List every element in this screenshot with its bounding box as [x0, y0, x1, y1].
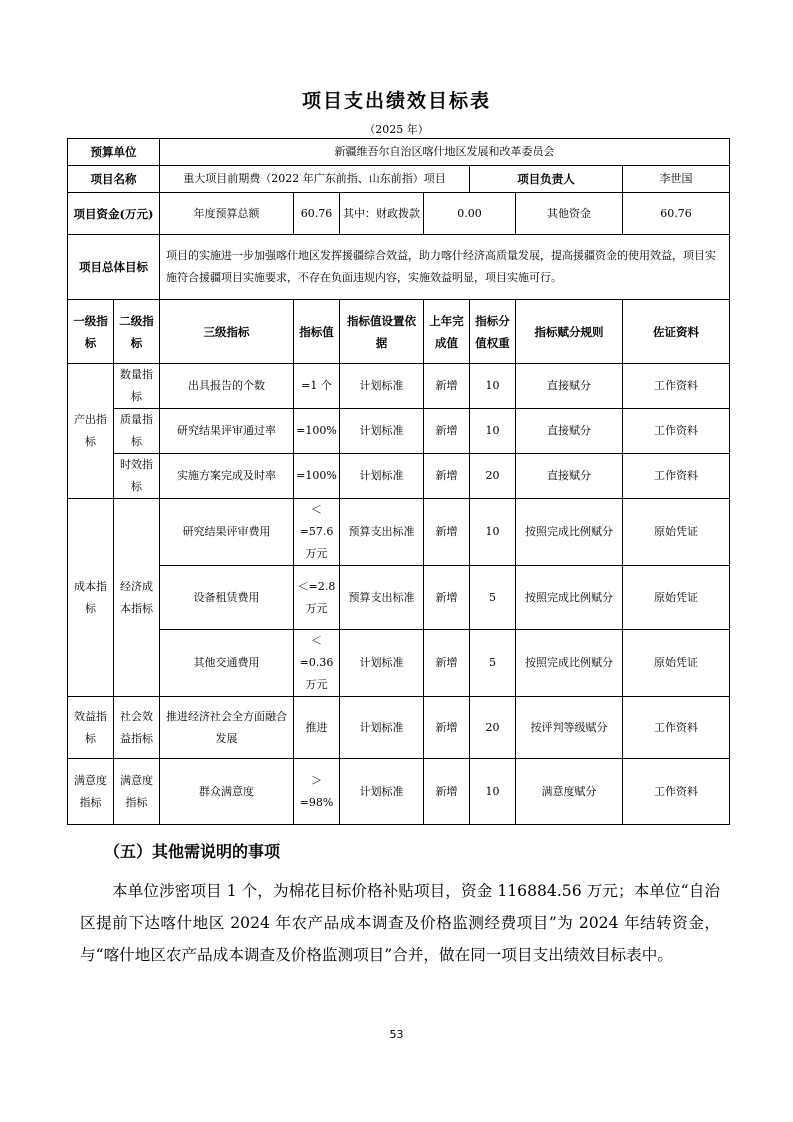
overall-goal-label: 项目总体目标 [68, 235, 160, 300]
prev-cell: 新增 [424, 697, 470, 759]
table-row [68, 454, 730, 499]
level3-cell: 研究结果评审费用 [160, 499, 294, 566]
table-title: 项目支出绩效目标表 [301, 90, 491, 112]
annual-budget-label: 年度预算总额 [160, 193, 294, 235]
weight-cell: 10 [470, 499, 516, 566]
other-funds-value: 60.76 [623, 193, 730, 235]
rule-cell: 按评判等级赋分 [516, 697, 623, 759]
funds-label: 项目资金(万元) [68, 193, 160, 235]
fiscal-label: 其中：财政拨款 [340, 193, 424, 235]
table-row [68, 697, 730, 759]
level2-cell: 数量指标 [114, 364, 160, 409]
header-cell: 佐证资料 [623, 300, 730, 364]
project-name-row [68, 166, 730, 193]
page-number: 53 [389, 1028, 404, 1041]
evidence-cell: 原始凭证 [623, 499, 730, 566]
level3-cell: 设备租赁费用 [160, 566, 294, 630]
evidence-cell: 工作资料 [623, 454, 730, 499]
basis-cell: 计划标准 [340, 697, 424, 759]
header-cell: 指标赋分规则 [516, 300, 623, 364]
rule-cell: 满意度赋分 [516, 759, 623, 825]
prev-cell: 新增 [424, 364, 470, 409]
overall-goal-row [68, 235, 730, 300]
evidence-cell: 工作资料 [623, 759, 730, 825]
header-cell: 指标分值权重 [470, 300, 516, 364]
header-cell: 指标值设置依据 [340, 300, 424, 364]
funds-row [68, 193, 730, 235]
budget-unit-row [68, 139, 730, 166]
prev-cell: 新增 [424, 409, 470, 454]
group-output: 产出指标 [68, 364, 114, 499]
evidence-cell: 原始凭证 [623, 566, 730, 630]
weight-cell: 20 [470, 454, 516, 499]
header-cell: 一级指标 [68, 300, 114, 364]
rule-cell: 直接赋分 [516, 364, 623, 409]
prev-cell: 新增 [424, 566, 470, 630]
weight-cell: 10 [470, 364, 516, 409]
rule-cell: 直接赋分 [516, 454, 623, 499]
rule-cell: 按照完成比例赋分 [516, 630, 623, 697]
level2-cell: 质量指标 [114, 409, 160, 454]
project-name-value: 重大项目前期费（2022 年广东前指、山东前指）项目 [160, 166, 470, 193]
basis-cell: 计划标准 [340, 454, 424, 499]
rule-cell: 按照完成比例赋分 [516, 566, 623, 630]
evidence-cell: 原始凭证 [623, 630, 730, 697]
project-leader-value: 李世国 [623, 166, 730, 193]
header-cell: 指标值 [294, 300, 340, 364]
group-cost: 成本指标 [68, 499, 114, 697]
level3-cell: 推进经济社会全方面融合发展 [160, 697, 294, 759]
header-cell: 二级指标 [114, 300, 160, 364]
level3-cell: 其他交通费用 [160, 630, 294, 697]
basis-cell: 计划标准 [340, 409, 424, 454]
table-row [68, 499, 730, 566]
overall-goal-value: 项目的实施进一步加强喀什地区发挥援疆综合效益，助力喀什经济高质量发展，提高援疆资金的使用效益，项目实施符合援疆项目实施要求，不存在负面违规内容，实施效益明显，项目实施可行。 [160, 235, 730, 300]
annual-budget-value: 60.76 [294, 193, 340, 235]
table-row [68, 759, 730, 825]
weight-cell: 5 [470, 630, 516, 697]
weight-cell: 10 [470, 759, 516, 825]
budget-unit-label: 预算单位 [68, 139, 160, 166]
header-cell: 上年完成值 [424, 300, 470, 364]
fiscal-value: 0.00 [424, 193, 516, 235]
value-cell: 推进 [294, 697, 340, 759]
weight-cell: 10 [470, 409, 516, 454]
group-benefit: 效益指标 [68, 697, 114, 759]
other-funds-label: 其他资金 [516, 193, 623, 235]
prev-cell: 新增 [424, 759, 470, 825]
project-leader-label: 项目负责人 [470, 166, 623, 193]
prev-cell: 新增 [424, 454, 470, 499]
evidence-cell: 工作资料 [623, 697, 730, 759]
rule-cell: 按照完成比例赋分 [516, 499, 623, 566]
value-cell: ＞=98% [294, 759, 340, 825]
table-row [68, 409, 730, 454]
header-cell: 三级指标 [160, 300, 294, 364]
level2-cell: 时效指标 [114, 454, 160, 499]
basis-cell: 预算支出标准 [340, 499, 424, 566]
project-name-label: 项目名称 [68, 166, 160, 193]
group-satisfaction: 满意度指标 [68, 759, 114, 825]
header-row [68, 300, 730, 364]
table-row [68, 566, 730, 630]
table-row [68, 364, 730, 409]
level2-cell: 社会效益指标 [114, 697, 160, 759]
value-cell: =100% [294, 409, 340, 454]
value-cell: =1 个 [294, 364, 340, 409]
level3-cell: 研究结果评审通过率 [160, 409, 294, 454]
table-row [68, 630, 730, 697]
prev-cell: 新增 [424, 630, 470, 697]
level2-cell: 经济成本指标 [114, 499, 160, 697]
section-heading: （五）其他需说明的事项 [104, 842, 281, 861]
value-cell: =100% [294, 454, 340, 499]
basis-cell: 预算支出标准 [340, 566, 424, 630]
basis-cell: 计划标准 [340, 759, 424, 825]
rule-cell: 直接赋分 [516, 409, 623, 454]
evidence-cell: 工作资料 [623, 364, 730, 409]
table-year: （2025 年） [364, 123, 429, 136]
level3-cell: 实施方案完成及时率 [160, 454, 294, 499]
value-cell: ＜=2.8万元 [294, 566, 340, 630]
level3-cell: 群众满意度 [160, 759, 294, 825]
basis-cell: 计划标准 [340, 364, 424, 409]
level2-cell: 满意度指标 [114, 759, 160, 825]
evidence-cell: 工作资料 [623, 409, 730, 454]
prev-cell: 新增 [424, 499, 470, 566]
weight-cell: 5 [470, 566, 516, 630]
level3-cell: 出具报告的个数 [160, 364, 294, 409]
value-cell: ＜=57.6万元 [294, 499, 340, 566]
budget-unit-value: 新疆维吾尔自治区喀什地区发展和改革委员会 [160, 139, 730, 166]
basis-cell: 计划标准 [340, 630, 424, 697]
body-paragraph: 本单位涉密项目 1 个，为棉花目标价格补贴项目，资金 116884.56 万元；本单位“自治区提前下达喀什地区 2024 年农产品成本调查及价格监测经费项目”为 2024 年结转资金，与“喀什地区农产品成本调查及价格监测项目”合并，做在同一项目支出绩效目标表中。 [80, 882, 720, 964]
performance-target-table [67, 138, 730, 825]
weight-cell: 20 [470, 697, 516, 759]
value-cell: ＜=0.36万元 [294, 630, 340, 697]
